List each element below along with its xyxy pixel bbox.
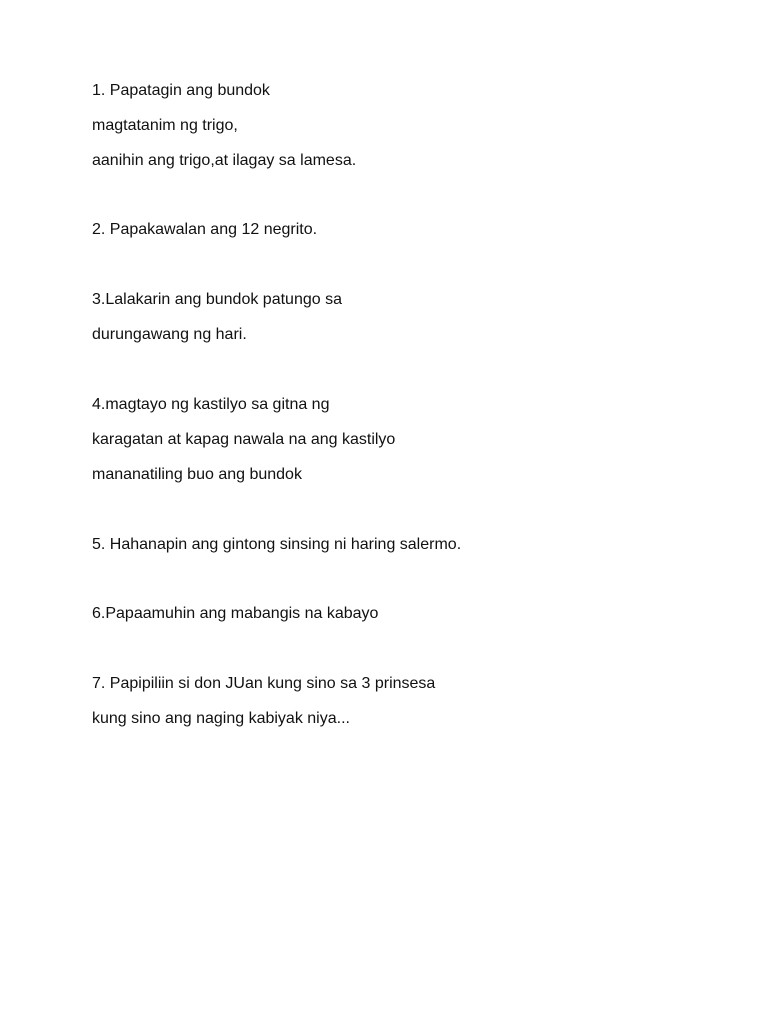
item-1-line-2: magtatanim ng trigo, <box>92 117 238 134</box>
item-1-line-3: aanihin ang trigo,at ilagay sa lamesa. <box>92 152 357 169</box>
item-5-line-1: 5. Hahanapin ang gintong sinsing ni haring salermo. <box>92 536 462 553</box>
item-7-line-1: 7. Papipiliin si don JUan kung sino sa 3 prinsesa <box>92 675 436 692</box>
item-3-line-1: 3.Lalakarin ang bundok patungo sa <box>92 291 342 308</box>
item-6-line-1: 6.Papaamuhin ang mabangis na kabayo <box>92 605 379 622</box>
item-4-line-2: karagatan at kapag nawala na ang kastilyo <box>92 431 396 448</box>
item-3-line-2: durungawang ng hari. <box>92 326 247 343</box>
item-2-line-1: 2. Papakawalan ang 12 negrito. <box>92 221 318 238</box>
item-7-line-2: kung sino ang naging kabiyak niya... <box>92 710 350 727</box>
item-4-line-3: mananatiling buo ang bundok <box>92 466 302 483</box>
item-1-line-1: 1. Papatagin ang bundok <box>92 82 270 99</box>
item-4-line-1: 4.magtayo ng kastilyo sa gitna ng <box>92 396 330 413</box>
